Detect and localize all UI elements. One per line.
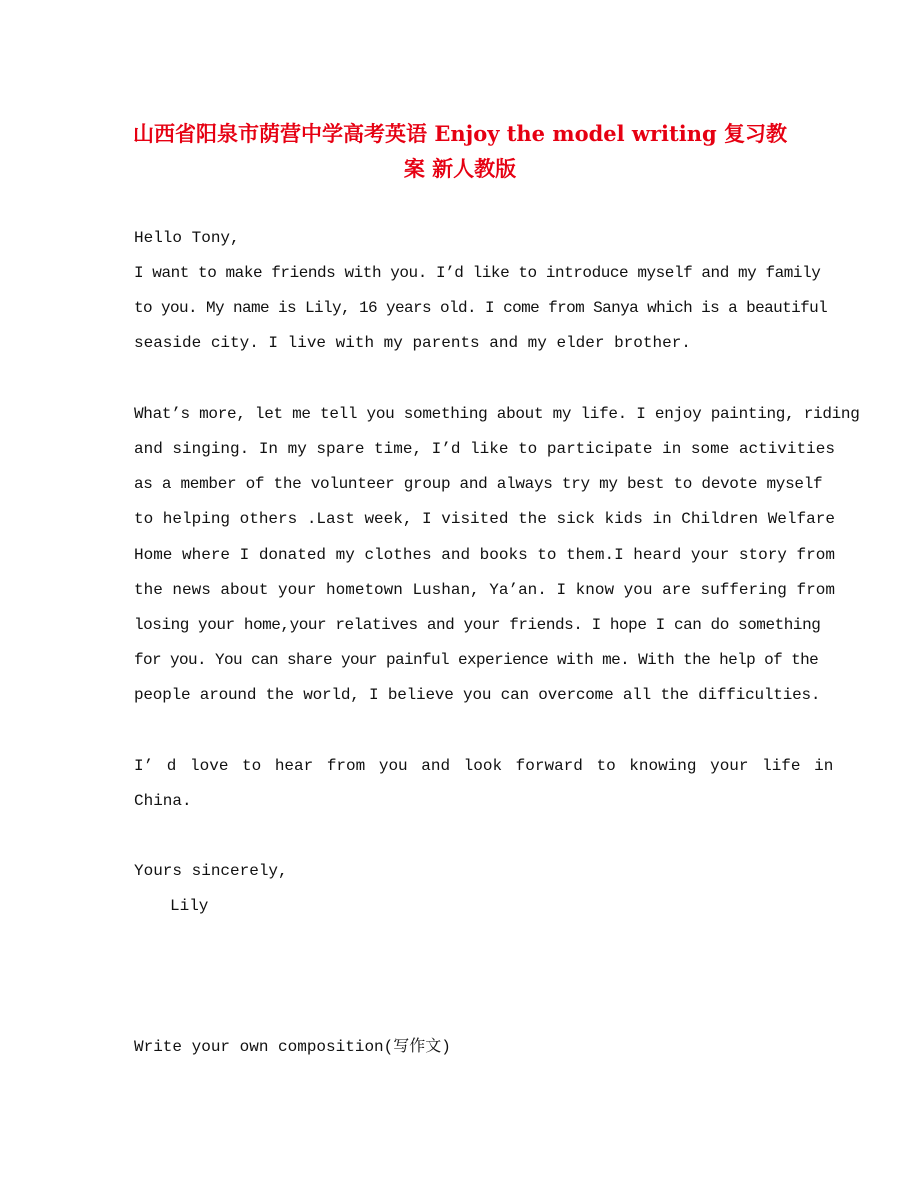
- paragraph-2-line: as a member of the volunteer group and always try my best to devote myself: [134, 475, 823, 493]
- paragraph-2-line: the news about your hometown Lushan, Ya’an. I know you are suffering from: [134, 581, 835, 599]
- paragraph-2-line: What’s more, let me tell you something about my life. I enjoy painting, riding: [134, 405, 860, 423]
- paragraph-3-line: I’ d love to hear from you and look forward to knowing your life in: [134, 757, 834, 775]
- paragraph-2-line: and singing. In my spare time, I’d like to participate in some activities: [134, 440, 835, 458]
- writing-task: Write your own composition(写作文): [134, 1038, 451, 1056]
- title-line-1: 山西省阳泉市荫营中学高考英语 Enjoy the model writing 复习教: [133, 121, 787, 146]
- signature: Lily: [170, 897, 209, 915]
- closing: Yours sincerely,: [134, 862, 288, 880]
- title-line-2: 案 新人教版: [403, 156, 517, 181]
- paragraph-2-line: losing your home,your relatives and your friends. I hope I can do something: [134, 616, 821, 634]
- paragraph-2-line: people around the world, I believe you can overcome all the difficulties.: [134, 686, 821, 704]
- paragraph-1-line: I want to make friends with you. I’d like to introduce myself and my family: [134, 264, 821, 282]
- paragraph-2-line: Home where I donated my clothes and books to them.I heard your story from: [134, 546, 835, 564]
- greeting: Hello Tony,: [134, 229, 240, 247]
- document-title: [100, 116, 820, 186]
- paragraph-1-line: seaside city. I live with my parents and my elder brother.: [134, 334, 691, 352]
- paragraph-2-line: for you. You can share your painful experience with me. With the help of the: [134, 651, 819, 669]
- paragraph-3-line: China.: [134, 792, 192, 810]
- paragraph-1-line: to you. My name is Lily, 16 years old. I come from Sanya which is a beautiful: [134, 299, 828, 317]
- paragraph-2-line: to helping others .Last week, I visited the sick kids in Children Welfare: [134, 510, 835, 528]
